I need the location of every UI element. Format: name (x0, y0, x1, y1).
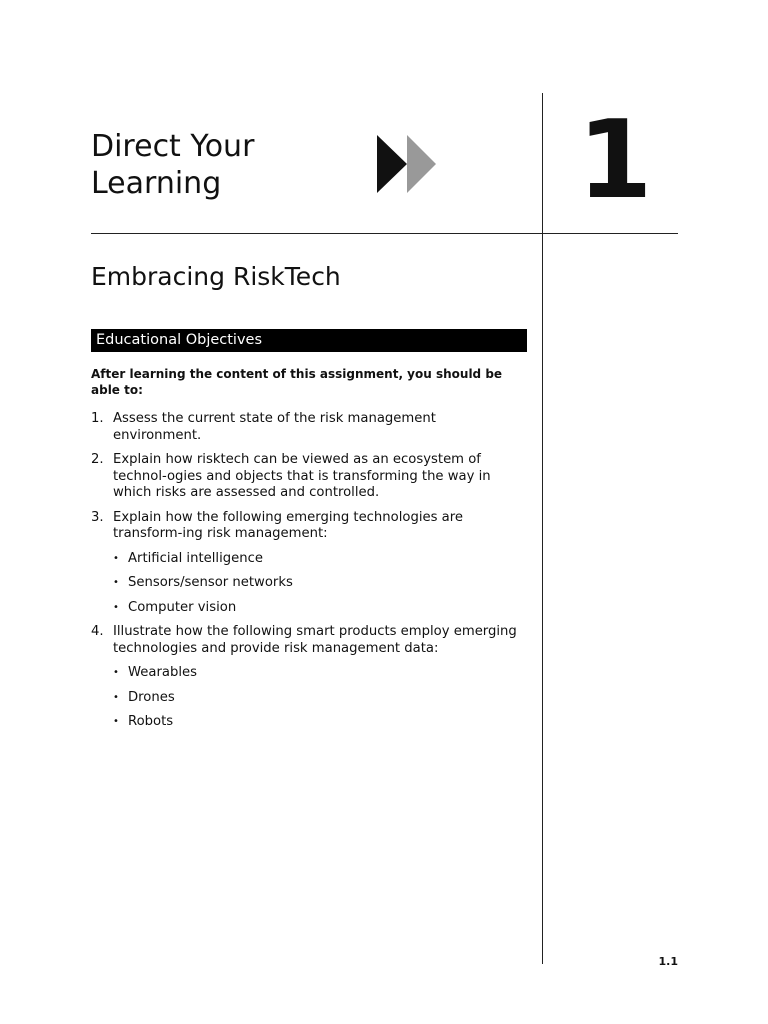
sub-item-text: Wearables (128, 665, 197, 680)
item-text: Explain how the following emerging technologies are transform-ing risk management: (113, 509, 463, 541)
sub-list-item (113, 600, 527, 617)
sub-list-item (113, 665, 527, 682)
item-number: 2. (91, 452, 104, 467)
vertical-rule (542, 93, 543, 964)
item-number: 4. (91, 624, 104, 639)
sub-item-text: Drones (128, 689, 175, 705)
sub-list-item (113, 551, 527, 568)
list-item (91, 452, 527, 502)
double-play-arrow-icon (377, 135, 437, 193)
page-number: 1.1 (658, 955, 678, 968)
assignment-title: Embracing RiskTech (91, 262, 341, 291)
item-text: Assess the current state of the risk management environment. (113, 411, 436, 443)
bullet-icon: • (113, 552, 119, 564)
horizontal-rule (91, 233, 678, 234)
bullet-icon: • (113, 716, 119, 727)
sub-item-text: Robots (128, 714, 174, 729)
section-title-line1: Direct Your (91, 129, 255, 164)
item-number: 3. (91, 509, 104, 525)
sub-list (113, 665, 527, 731)
objectives-heading: Educational Objectives (91, 329, 527, 352)
sub-list (113, 551, 527, 617)
item-text: Illustrate how the following smart products employ emerging technologies and provide risk management data: (113, 624, 517, 656)
sub-item-text: Artificial intelligence (128, 550, 263, 566)
item-number: 1. (91, 411, 104, 426)
item-text: Explain how risktech can be viewed as an ecosystem of technol-ogies and objects that is transforming the way in which risks are assessed and controlled. (113, 452, 491, 500)
list-item (91, 411, 527, 444)
objectives-intro: After learning the content of this assignment, you should be able to: (91, 367, 503, 397)
objectives-list (91, 411, 527, 739)
bullet-icon: • (113, 691, 119, 703)
list-item (91, 624, 527, 731)
list-item (91, 510, 527, 617)
section-title-line2: Learning (91, 166, 222, 201)
sub-item-text: Sensors/sensor networks (128, 575, 293, 590)
sub-item-text: Computer vision (128, 599, 237, 615)
bullet-icon: • (113, 667, 119, 678)
sub-list-item (113, 690, 527, 707)
section-title (91, 128, 254, 202)
sub-list-item (113, 714, 527, 731)
sub-list-item (113, 575, 527, 592)
chapter-number: 1 (577, 98, 653, 223)
bullet-icon: • (113, 601, 119, 613)
bullet-icon: • (113, 577, 119, 588)
